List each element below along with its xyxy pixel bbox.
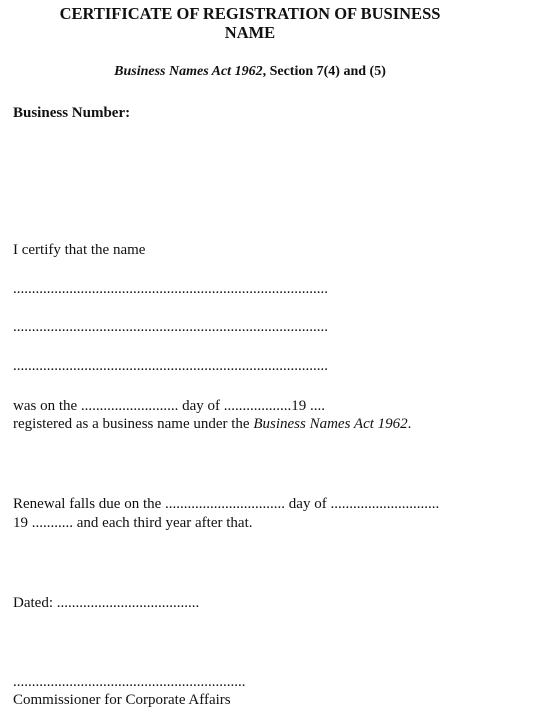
- business-name-blank-2: ....................................................................................: [13, 319, 328, 335]
- renewal-line-1: Renewal falls due on the ................................ day of .............................: [13, 496, 440, 512]
- registration-act-name: Business Names Act 1962: [253, 416, 408, 432]
- registration-act-suffix: .: [407, 416, 412, 432]
- business-name-blank-1: ....................................................................................: [13, 281, 328, 297]
- business-name-blank-3: ....................................................................................: [13, 358, 328, 374]
- signature-line: ..............................................................: [13, 674, 246, 690]
- business-number-label: Business Number:: [13, 105, 131, 121]
- act-name: Business Names Act 1962: [114, 64, 263, 79]
- certify-statement: I certify that the name: [13, 242, 146, 258]
- act-reference: [0, 64, 500, 80]
- dated-line: Dated: ......................................: [13, 595, 200, 611]
- signatory-title: Commissioner for Corporate Affairs: [13, 692, 231, 708]
- registration-act-prefix: registered as a business name under the: [13, 416, 254, 432]
- registration-act-line: [13, 415, 411, 433]
- registration-date-line: was on the .......................... day of ..................19 ....: [13, 398, 326, 414]
- certificate-title-line-1: CERTIFICATE OF REGISTRATION OF BUSINESS: [59, 4, 441, 23]
- renewal-line-2: 19 ........... and each third year after that.: [13, 515, 253, 531]
- act-section: , Section 7(4) and (5): [262, 64, 386, 79]
- certificate-title-line-2: NAME: [224, 23, 276, 42]
